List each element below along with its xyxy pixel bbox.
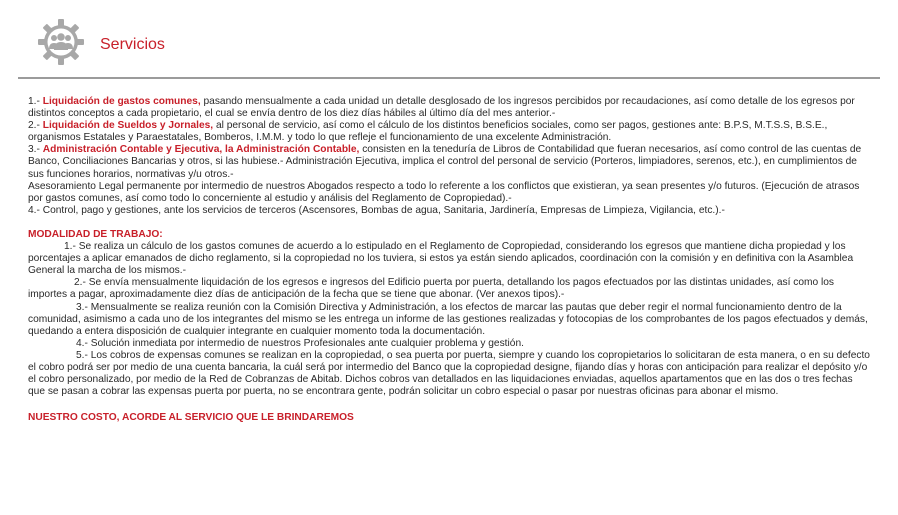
item-text: al personal de servicio, así como el cálculo de los distintos beneficios sociales, como ser pagos, gestiones ante: B.P.S, M.T.S.S, B.S.E., organismos Estatales y Paraestatales, Bomberos, I.M.M. y todo lo que refleje el funcionamiento de una excelente Administración. xyxy=(28,120,828,144)
page-header xyxy=(0,0,898,80)
service-item-3 xyxy=(28,144,870,180)
point-lead: 2.- Se envía mensualmente liquidación de los egresos e ingresos del Edificio puerta por puerta, detallando los pagos efectuados por las distintas xyxy=(74,277,727,289)
service-item-2 xyxy=(28,120,870,144)
gear-people-icon xyxy=(37,18,85,66)
item-title: Administración Contable y Ejecutiva, la Administración Contable, xyxy=(42,144,360,156)
item-number: 3.- xyxy=(28,144,43,156)
point-lead: 1.- Se realiza un cálculo de los gastos comunes de acuerdo a lo estipulado en el Reglamento de Copropiedad, considerando los egresos que mantiene xyxy=(64,241,747,253)
asesoramiento-text: Asesoramiento Legal permanente por intermedio de nuestros Abogados respecto a todo lo referente a los conflictos que existieran, ya sean presentes y/o futuros. (Ejecución de atrasos por gastos comunes, así como todo lo concerniente al estudio y análisis del Reglamento de Copropiedad).- xyxy=(28,180,860,204)
modalidad-point-1 xyxy=(28,241,870,277)
service-item-1 xyxy=(28,96,870,120)
modalidad-point-5 xyxy=(28,350,870,398)
point-rest: manera, o en su defecto el cobro podrá ser por medio de una cuenta bancaria, la cuál será por intermedio del Banco que la copropiedad designe, fijando días y horas con anticipación para realizar el depósito y/o el cobro personalizado, por medio de la Red de Cobranzas de Abitab. Dichos cobros van detallados en las liquidaciones enviadas, aquellos apartamentos que en las dos o tres fechas que se pasan a cobrar las expensas puerta por puerta, no se encontrara gente, podrán solicitar un cobro especial o pasar por nuestras oficinas para abonar el mismo. xyxy=(28,349,870,398)
header-divider xyxy=(18,77,880,79)
point-rest: dicha propiedad y los porcentajes a aplicar emanados de dicho reglamento, si la copropiedad no los tuviera, si estos ya están siendo aplicados, coordinación con la comisión y en definitiva con la Asamblea General la marcha de los mismos.- xyxy=(28,241,854,277)
modalidad-point-2 xyxy=(28,277,870,301)
page-title: Servicios xyxy=(100,36,165,53)
cost-statement: NUESTRO COSTO, ACORDE AL SERVICIO QUE LE BRINDAREMOS xyxy=(28,412,354,424)
services-content xyxy=(28,96,870,424)
point-rest: unidades, así como los importes a pagar, aproximadamente diez días de anticipación de la fecha que se tiene que abonar. (Ver anexos tipos).- xyxy=(28,277,835,301)
point-lead: 3.- Mensualmente se realiza reunión con la Comisión Directiva y Administración, a los efectos de marcar las pautas que deber regir el normal xyxy=(76,301,714,313)
modalidad-point-4 xyxy=(28,338,870,350)
point-lead: 5.- Los cobros de expensas comunes se realizan en la copropiedad, o sea puerta por puerta, siempre y cuando los copropietarios lo solicitaran de esta xyxy=(76,349,758,361)
item-title: Liquidación de Sueldos y Jornales, xyxy=(42,120,214,132)
item-number: 2.- xyxy=(28,120,43,132)
item-text: pasando mensualmente a cada unidad un detalle desglosado de los ingresos percibidos por recaudaciones, así como detalle de los egresos por distintos conceptos a cada propietario, el cual se envía dentro de los diez días hábiles al último día del mes anterior.- xyxy=(28,96,855,120)
modalidad-heading: MODALIDAD DE TRABAJO: xyxy=(28,228,163,240)
item-text: consisten en la teneduría de Libros de Contabilidad que fueran necesarios, así como control de las cuentas de Banco, Conciliaciones Bancarias y otros, si las hubiese.- Administración Ejecutiva, implica el control del personal de servicio (Porteros, limpiadores, serenos, etc.), en cumplimientos de sus funciones horarios, normativas y/u otros.- xyxy=(28,144,862,180)
item-number: 1.- xyxy=(28,96,43,107)
item-title: Liquidación de gastos comunes, xyxy=(42,96,201,107)
point-lead: 4.- Solución inmediata por intermedio de nuestros Profesionales ante cualquier problema y gestión. xyxy=(76,337,524,349)
modalidad-point-3 xyxy=(28,302,870,338)
point-rest: funcionamiento dentro de la comunidad, asimismo a cada uno de los integrantes del mismo se les entrega un informe de las gestiones realizadas y fotocopias de los comprobantes de los pagos efectuados y demás, quedando a entera disposición de cualquier integrante en cualquier momento toda la documentación. xyxy=(28,301,868,337)
service-item-4: 4.- Control, pago y gestiones, ante los servicios de terceros (Ascensores, Bombas de agua, Sanitaria, Jardinería, Empresas de Limpieza, Vigilancia, etc.).- xyxy=(28,204,725,216)
